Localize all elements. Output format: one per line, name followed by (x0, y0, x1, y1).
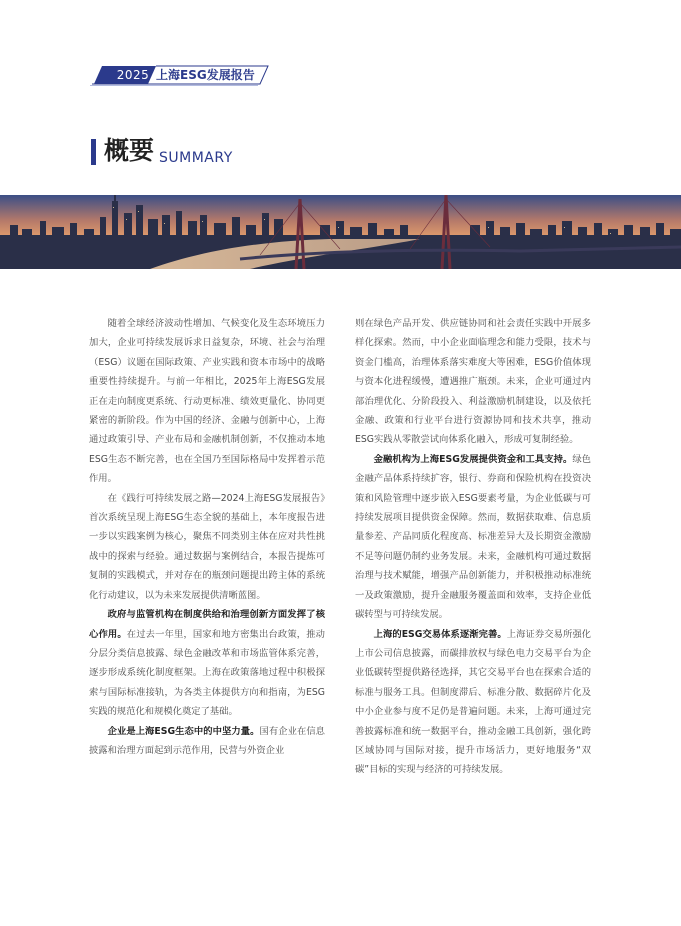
header-year: 2025 (116, 68, 150, 82)
paragraph (89, 605, 325, 721)
paragraph: 在《践行可持续发展之路—2024上海ESG发展报告》首次系统呈现上海ESG生态全貌的基础上，本年度报告进一步以实践案例为核心，聚焦不同类别主体在应对共性挑战中的探索与经验。通过数据与案例结合，本报告提炼可复制的实践模式，并对存在的瓶颈问题提出跨主体的系统化行动建议，以为未来发展提供清晰蓝图。 (89, 492, 325, 601)
section-subtitle: SUMMARY (159, 150, 233, 166)
paragraph-body: 在过去一年里，国家和地方密集出台政策，推动分层分类信息披露、绿色金融改革和市场监管体系完善，逐步形成系统化制度框架。上海在政策落地过程中积极探索与国际标准接轨，为各类主体提供方向和指南，为ESG实践的规范化和规模化奠定了基础。 (89, 628, 325, 718)
section-title-bar (91, 139, 96, 165)
paragraph-body: 国有企业在信息披露和治理方面起到示范作用，民营与外资企业 (89, 725, 325, 756)
left-text-column (89, 314, 325, 760)
paragraph-body: 绿色金融产品体系持续扩容，银行、券商和保险机构在投资决策和风险管理中逐步嵌入ESG要素考量，为企业低碳与可持续发展项目提供资金保障。然而，数据获取难、信息质量参差、产品同质化程度高、标准差异大及长期资金激励不足等问题仍制约业务发展。未来，金融机构可通过数据治理与技术赋能，增强产品创新能力，并积极推动标准统一及政策激励，提升金融服务覆盖面和效率，支持企业低碳转型与可持续发展。 (355, 453, 591, 621)
section-title: 概要 (104, 136, 155, 165)
paragraph-lead: 上海的ESG交易体系逐渐完善。 (373, 628, 507, 640)
header-title: 上海ESG发展报告 (156, 68, 255, 82)
paragraph (355, 625, 591, 780)
paragraph-lead: 政府与监管机构在制度供给和治理创新方面发挥了核心作用。 (89, 609, 325, 640)
paragraph (89, 722, 325, 761)
paragraph-lead: 企业是上海ESG生态中的中坚力量。 (107, 725, 260, 737)
paragraph: 随着全球经济波动性增加、气候变化及生态环境压力加大，企业可持续发展诉求日益复杂，环境、社会与治理（ESG）议题在国际政策、产业实践和资本市场中的战略重要性持续提升。与前一年相比，2025年上海ESG发展正在走向制度更系统、行动更标准、绩效更量化、协同更紧密的新阶段。作为中国的经济、金融与创新中心，上海通过政策引导、产业布局和金融机制创新，不仅推动本地ESG生态不断完善，也在全国乃至国际格局中发挥着示范作用。 (89, 318, 325, 485)
paragraph (355, 450, 591, 625)
report-header-badge (90, 64, 270, 86)
paragraph-continuation: 则在绿色产品开发、供应链协同和社会责任实践中开展多样化探索。然而，中小企业面临理念和能力受限，技术与资金门槛高，治理体系落实难度大等困难，ESG价值体现与资本化进程缓慢，遭遇推广瓶颈。未来，企业可通过内部治理优化、分阶段投入、利益激励机制建设，以及依托金融、政策和行业平台进行资源协同和技术共享，推动ESG实践从零散尝试向体系化融入，形成可复制经验。 (355, 318, 591, 446)
paragraph-body: 上海证券交易所强化上市公司信息披露，而碳排放权与绿色电力交易平台为企业低碳转型提供路径选择，其它交易平台也在探索合适的标准与服务工具。但制度滞后、标准分散、数据碎片化及中小企业参与度不足仍是普遍问题。未来，上海可通过完善披露标准和统一数据平台，推动金融工具创新，强化跨区域协同与国际对接，提升市场活力，更好地服务“双碳”目标的实现与经济的可持续发展。 (355, 628, 591, 776)
skyline-illustration (0, 195, 681, 269)
city-skyline-banner (0, 195, 681, 269)
right-text-column (355, 314, 591, 780)
paragraph-lead: 金融机构为上海ESG发展提供资金和工具支持。 (373, 453, 573, 465)
